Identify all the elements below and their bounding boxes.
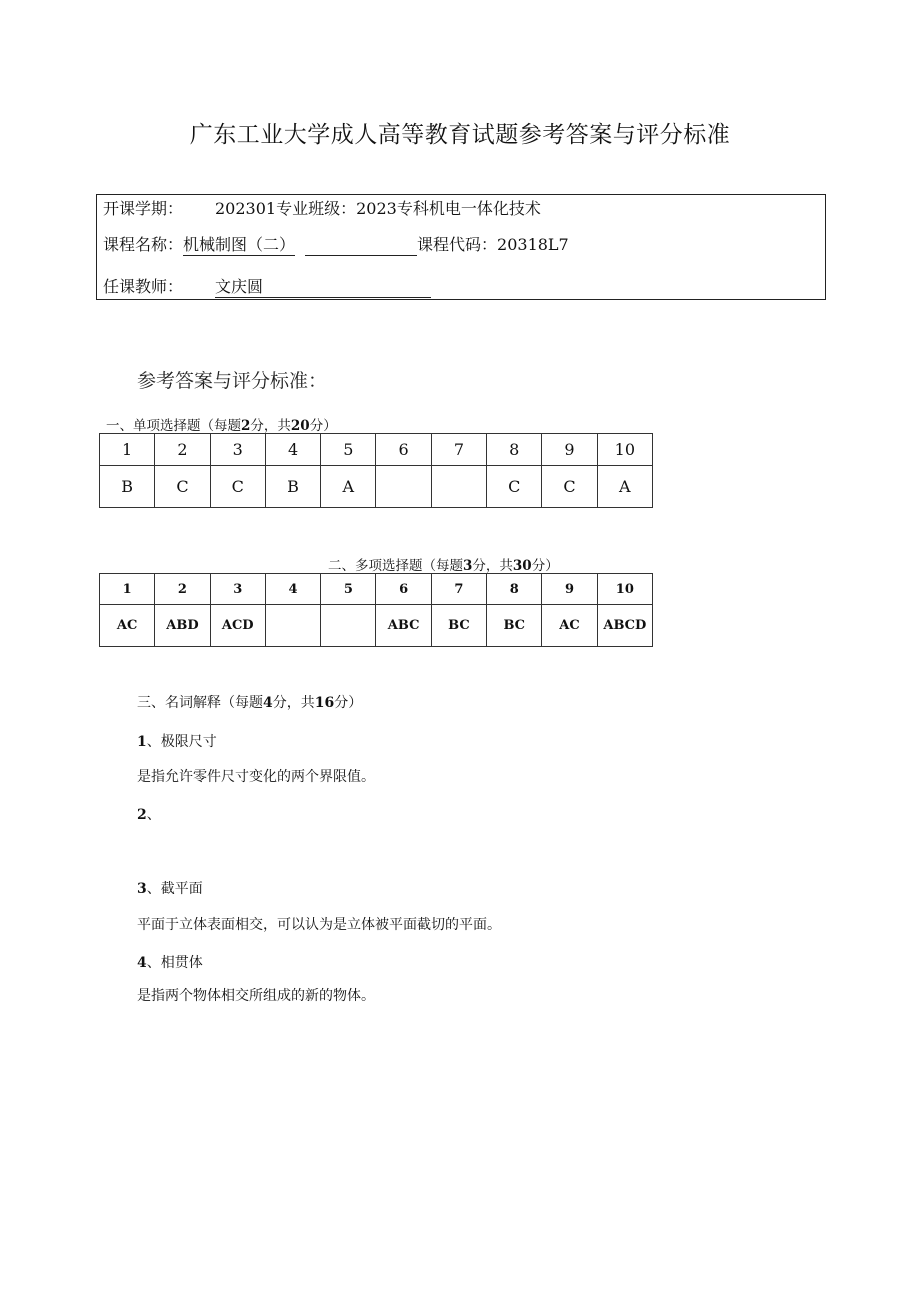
- question-number: 7: [431, 574, 486, 605]
- question-number: 2: [155, 434, 210, 466]
- question-number: 5: [321, 574, 376, 605]
- answer-cell: [376, 466, 431, 508]
- answer-cell: ABD: [155, 605, 210, 647]
- answer-cell: C: [542, 466, 597, 508]
- section3-heading: 三、名词解释（每题4分，共16分）: [137, 695, 363, 711]
- term-1-heading: 1、极限尺寸: [137, 734, 217, 750]
- term-1-definition: 是指允许零件尺寸变化的两个界限值。: [137, 769, 375, 785]
- answer-cell: B: [100, 466, 155, 508]
- question-number: 2: [155, 574, 210, 605]
- term-3-heading: 3、截平面: [137, 881, 203, 897]
- term-4-definition: 是指两个物体相交所组成的新的物体。: [137, 988, 375, 1004]
- document-title: 广东工业大学成人高等教育试题参考答案与评分标准: [189, 122, 731, 148]
- question-number: 8: [487, 574, 542, 605]
- question-number: 4: [265, 434, 320, 466]
- question-number: 3: [210, 434, 265, 466]
- question-number: 9: [542, 574, 597, 605]
- term-3-definition: 平面于立体表面相交，可以认为是立体被平面截切的平面。: [137, 917, 501, 933]
- info-row-teacher: [103, 277, 431, 298]
- answer-cell: BC: [487, 605, 542, 647]
- teacher-blank-line: [263, 277, 431, 298]
- question-number: 10: [597, 434, 652, 466]
- info-row-course: [103, 235, 569, 256]
- answer-cell: B: [265, 466, 320, 508]
- code-value: 20318L7: [497, 235, 569, 254]
- question-number: 4: [265, 574, 320, 605]
- multiple-choice-answer-table: [99, 573, 653, 647]
- course-label: 课程名称：: [103, 235, 184, 254]
- course-value: 机械制图（二）: [183, 235, 296, 254]
- question-number: 1: [100, 574, 155, 605]
- question-number: 5: [321, 434, 376, 466]
- single-choice-answer-table: [99, 433, 653, 508]
- question-number: 6: [376, 574, 431, 605]
- answer-cell: ABC: [376, 605, 431, 647]
- answer-cell: A: [321, 466, 376, 508]
- term-4-heading: 4、相贯体: [137, 955, 203, 971]
- table-row: [100, 574, 653, 605]
- answer-cell: AC: [542, 605, 597, 647]
- answer-cell: BC: [431, 605, 486, 647]
- answer-cell: ACD: [210, 605, 265, 647]
- section1-heading: 一、单项选择题（每题2分，共20分）: [106, 418, 337, 434]
- class-value: 2023专科机电一体化技术: [356, 199, 541, 218]
- section2-heading: 二、多项选择题（每题3分，共30分）: [328, 558, 559, 574]
- answer-cell: A: [597, 466, 652, 508]
- answer-subtitle: 参考答案与评分标准：: [137, 370, 328, 392]
- term-2-heading: 2、: [137, 807, 161, 823]
- term-label: 开课学期：: [103, 199, 184, 218]
- code-label: 课程代码：: [417, 235, 498, 254]
- question-number: 7: [431, 434, 486, 466]
- answer-cell: C: [487, 466, 542, 508]
- question-number: 1: [100, 434, 155, 466]
- answer-cell: [431, 466, 486, 508]
- teacher-value: 文庆圆: [215, 277, 264, 296]
- answer-cell: [265, 605, 320, 647]
- table-row: [100, 434, 653, 466]
- answer-cell: AC: [100, 605, 155, 647]
- table-row: [100, 605, 653, 647]
- answer-cell: [321, 605, 376, 647]
- info-row-term: [103, 199, 541, 219]
- course-info-box: [96, 194, 826, 300]
- answer-cell: ABCD: [597, 605, 652, 647]
- question-number: 8: [487, 434, 542, 466]
- question-number: 6: [376, 434, 431, 466]
- question-number: 10: [597, 574, 652, 605]
- teacher-label: 任课教师：: [103, 277, 184, 296]
- question-number: 3: [210, 574, 265, 605]
- class-label: 专业班级：: [276, 199, 357, 218]
- term-value: 202301: [215, 199, 277, 218]
- question-number: 9: [542, 434, 597, 466]
- course-blank-line: [305, 235, 417, 256]
- answer-cell: C: [155, 466, 210, 508]
- table-row: [100, 466, 653, 508]
- answer-cell: C: [210, 466, 265, 508]
